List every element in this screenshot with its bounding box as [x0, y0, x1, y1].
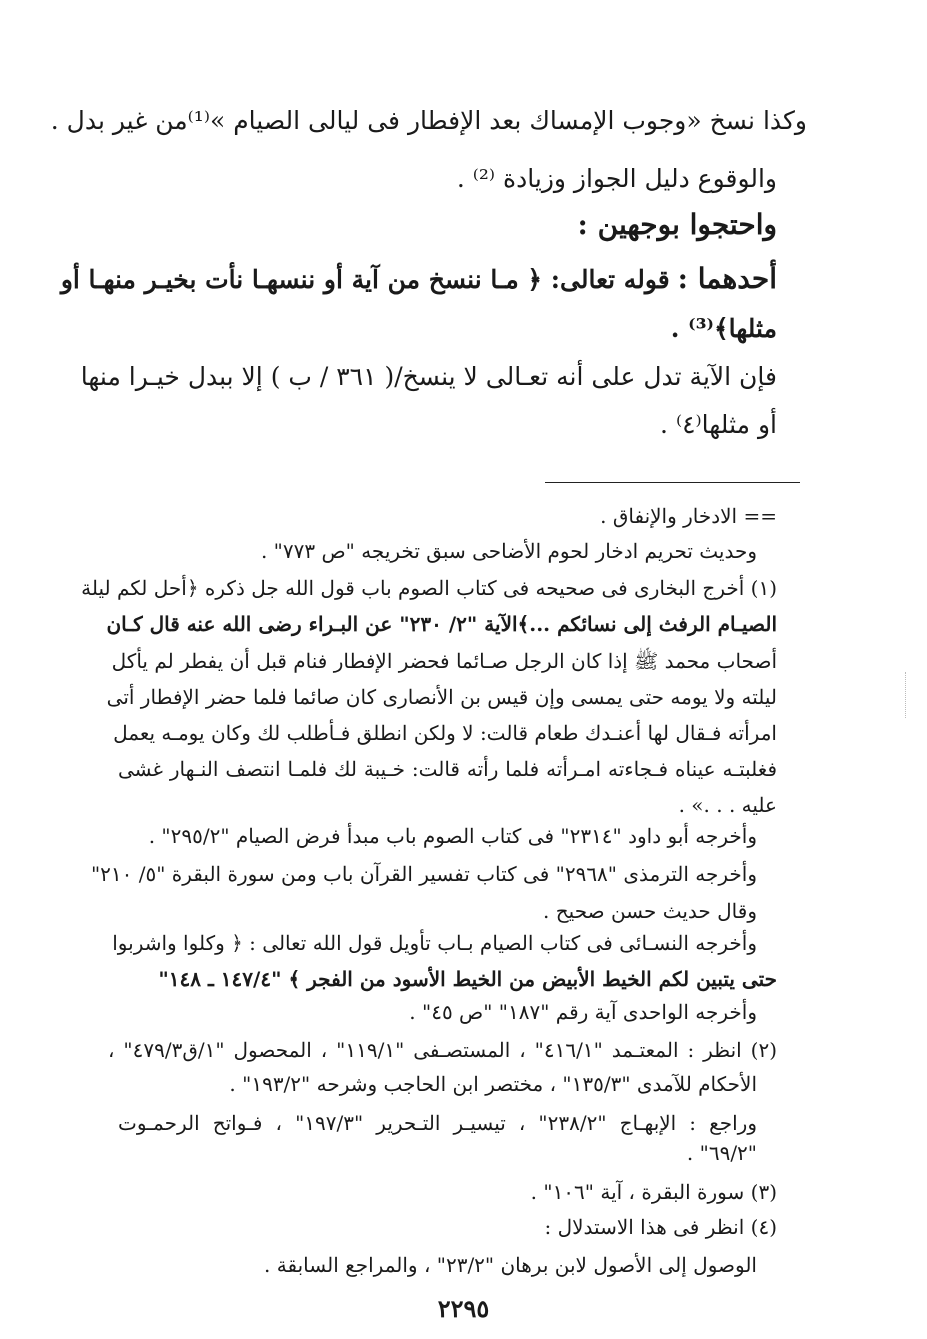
footnote-1-line-5: امرأته فـقال لها أعنـدك طعام قالت: لا ولكن انطلق فـأطلب لك وكان يومـه يعمل: [113, 721, 777, 745]
footnote-2-line-1: (٢) انظر : المعتـمد "٤١٦/١" ، المستصـفى "١١٩/١" ، المحصول "١/ق٤٧٩/٣" ،: [108, 1038, 778, 1062]
section-heading: واحتجوا بوجهين :: [577, 208, 777, 241]
body-paragraph-line-2: أو مثلها⁽٤⁾ .: [660, 410, 777, 439]
footnote-1-line-12: حتى يتبين لكم الخيط الأبيض من الخيط الأسود من الفجر ﴾ "١٤٧/٤ ـ ١٤٨": [158, 967, 777, 991]
footnote-2-line-3: وراجع : الإبهـاج "٢٣٨/٢" ، تيسيـر التـحرير "١٩٧/٣" ، فـواتح الرحمـوت: [118, 1111, 757, 1135]
footnote-1-line-6: فغلبتـه عيناه فـجاءته امـرأته فلما رأته قالت: خـيبة لك فلمـا انتصف النـهار غشى: [118, 757, 777, 781]
first-argument-continuation: مثلها﴾⁽³⁾ .: [670, 314, 777, 343]
footnote-1-line-8: وأخرجه أبو داود "٢٣١٤" فى كتاب الصوم باب مبدأ فرض الصيام "٢٩٥/٢" .: [148, 824, 757, 848]
margin-scan-mark: [905, 672, 906, 718]
footnote-continuation-1: == الادخار والإنفاق .: [600, 504, 777, 528]
footnote-continuation-2: وحديث تحريم ادخار لحوم الأضاحى سبق تخريجه "ص ٧٧٣" .: [260, 539, 757, 563]
body-line-2: والوقوع دليل الجواز وزيادة ⁽²⁾ .: [456, 164, 777, 193]
footnote-1-line-7: عليه . . .» .: [678, 793, 777, 817]
footnote-1-line-9: وأخرجه الترمذى "٢٩٦٨" فى كتاب تفسير القرآن باب ومن سورة البقرة "٥/ ٢١٠": [90, 862, 757, 886]
footnote-1-line-3: أصحاب محمد ﷺ إذا كان الرجل صـائما فحضر الإفطار فنام قبل أن يفطر لم يأكل: [111, 649, 777, 673]
body-line-1: وكذا نسخ «وجوب الإمساك بعد الإفطار فى ليالى الصيام »⁽¹⁾من غير بدل .: [50, 106, 807, 135]
footnote-2-line-4: "٦٩/٢" .: [686, 1141, 757, 1165]
body-paragraph-line-1: فإن الآية تدل على أنه تعـالى لا ينسخ/( ٣٦١ / ب ) إلا ببدل خيـرا منها: [80, 362, 777, 391]
footnote-4-line-2: الوصول إلى الأصول لابن برهان "٢٣/٢" ، والمراجع السابقة .: [264, 1253, 757, 1277]
footnote-4-line-1: (٤) انظر فى هذا الاستدلال :: [544, 1215, 777, 1239]
first-argument-line: [60, 262, 777, 297]
page-number: ٢٢٩٥: [437, 1294, 490, 1323]
first-argument-label: أحدهما :: [677, 262, 777, 295]
footnote-1-line-4: ليلته ولا يومه حتى يمسى وإن قيس بن الأنصارى كان صائما فلما حضر الإفطار أتى: [106, 685, 777, 709]
footnote-1-line-13: وأخرجه الواحدى آية رقم "١٨٧" "ص ٤٥" .: [409, 1000, 757, 1024]
footnote-2-line-2: الأحكام للآمدى "١٣٥/٣" ، مختصر ابن الحاجب وشرحه "١٩٣/٢" .: [229, 1072, 757, 1096]
footnote-1-line-10: وقال حديث حسن صحيح .: [543, 899, 757, 923]
footnote-1-line-1: (١) أخرج البخارى فى صحيحه فى كتاب الصوم باب قول الله جل ذكره ﴿أحل لكم ليلة: [81, 576, 777, 600]
first-argument-text: قوله تعالى: ﴿ مـا ننسخ من آية أو ننسهـا نأت بخيـر منهـا أو: [60, 265, 670, 294]
footnote-3: (٣) سورة البقرة ، آية "١٠٦" .: [530, 1180, 777, 1204]
footnote-1-line-11: وأخرجه النسـائى فى كتاب الصيام بـاب تأويل قول الله تعالى : ﴿ وكلوا واشربوا: [112, 931, 757, 955]
footnote-1-line-2: الصيـام الرفث إلى نسائكم ...﴾الآية "٢/ ٢٣٠" عن البـراء رضى الله عنه قال كـان: [106, 612, 777, 636]
footnote-separator: [545, 482, 800, 483]
